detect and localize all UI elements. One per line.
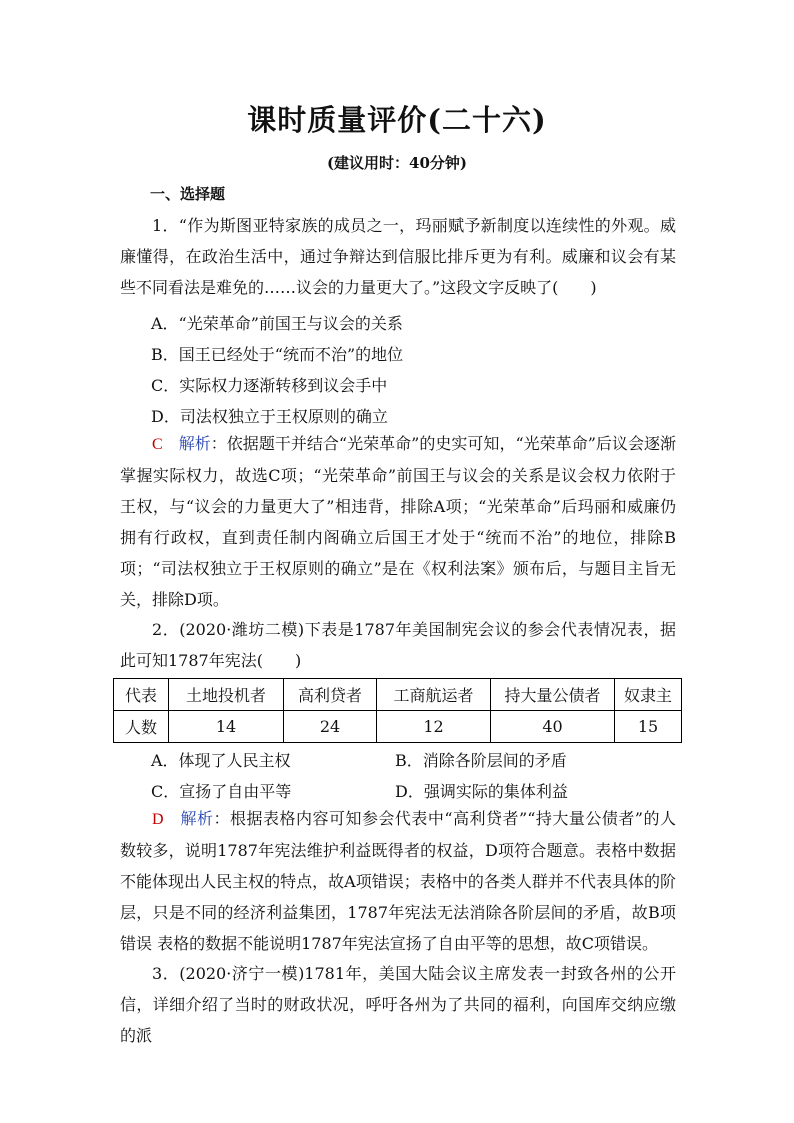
question-2-answer: D <box>152 811 164 828</box>
table-header-cell: 工商航运者 <box>377 679 491 711</box>
question-1-analysis-block <box>120 428 676 615</box>
question-2-option-d: D．强调实际的集体利益 <box>395 782 568 801</box>
table-cell: 14 <box>169 711 284 743</box>
table-header-cell: 高利贷者 <box>284 679 377 711</box>
table-cell: 40 <box>491 711 615 743</box>
question-1-stem: 1．“作为斯图亚特家族的成员之一，玛丽赋予新制度以连续性的外观。威廉懂得，在政治生活中，通过争辩达到信服比排斥更为有利。威廉和议会有某些不同看法是难免的……议会的力量更大了。”这段文字反映了( ) <box>120 216 676 297</box>
question-1-analysis-label: 解析 <box>178 434 211 453</box>
table-cell: 人数 <box>114 711 169 743</box>
delegates-table <box>113 678 682 743</box>
question-2-analysis-text: ：根据表格内容可知参会代表中“高利贷者”“持大量公债者”的人数较多，说明1787年宪法维护利益既得者的权益，D项符合题意。表格中数据不能体现出人民主权的特点，故A项错误；表格中的各类人群并不代表具体的阶层，只是不同的经济利益集团，1787年宪法无法消除各阶层间的矛盾，故B项错误 表格的数据不能说明1787年宪法宣扬了自由平等的思想，故C项错误。 <box>120 809 676 953</box>
table-header-cell: 代表 <box>114 679 169 711</box>
question-2-option-b: B．消除各阶层间的矛盾 <box>395 751 567 770</box>
question-2-stem: 2．(2020·潍坊二模)下表是1787年美国制宪会议的参会代表情况表，据此可知1787年宪法( ) <box>120 620 676 670</box>
table-row <box>114 711 682 743</box>
question-3-stem: 3．(2020·济宁一模)1781年，美国大陆会议主席发表一封致各州的公开信，详细介绍了当时的财政状况，呼吁各州为了共同的福利，向国库交纳应缴的派 <box>120 964 676 1045</box>
table-cell: 12 <box>377 711 491 743</box>
table-header-row <box>114 679 682 711</box>
question-2-analysis-block <box>120 803 676 959</box>
table-cell: 15 <box>615 711 682 743</box>
question-1-answer: C <box>152 436 163 453</box>
table-header-cell: 持大量公债者 <box>491 679 615 711</box>
question-1-analysis-text: ：依据题干并结合“光荣革命”的史实可知，“光荣革命”后议会逐渐掌握实际权力，故选C项；“光荣革命”前国王与议会的关系是议会权力依附于王权，与“议会的力量更大了”相违背，排除A项；“光荣革命”后玛丽和威廉仍拥有行政权，直到责任制内阁确立后国王才处于“统而不治”的地位，排除B项；“司法权独立于王权原则的确立”是在《权利法案》颁布后，与题目主旨无关，排除D项。 <box>120 434 676 609</box>
question-1-option-b: B．国王已经处于“统而不治”的地位 <box>151 345 404 364</box>
table-header-cell: 土地投机者 <box>169 679 284 711</box>
question-2-option-c: C．宣扬了自由平等 <box>151 782 292 801</box>
table-cell: 24 <box>284 711 377 743</box>
question-2-option-a: A．体现了人民主权 <box>151 751 291 770</box>
question-1-option-c: C．实际权力逐渐转移到议会手中 <box>151 376 388 395</box>
question-2-analysis-label: 解析 <box>180 809 214 828</box>
question-1-option-a: A．“光荣革命”前国王与议会的关系 <box>151 314 403 333</box>
page-title: 课时质量评价(二十六) <box>247 103 547 137</box>
suggested-time: (建议用时：40分钟) <box>326 154 468 172</box>
question-1-option-d: D．司法权独立于王权原则的确立 <box>151 407 388 426</box>
section-heading: 一、选择题 <box>150 185 226 203</box>
table-header-cell: 奴隶主 <box>615 679 682 711</box>
